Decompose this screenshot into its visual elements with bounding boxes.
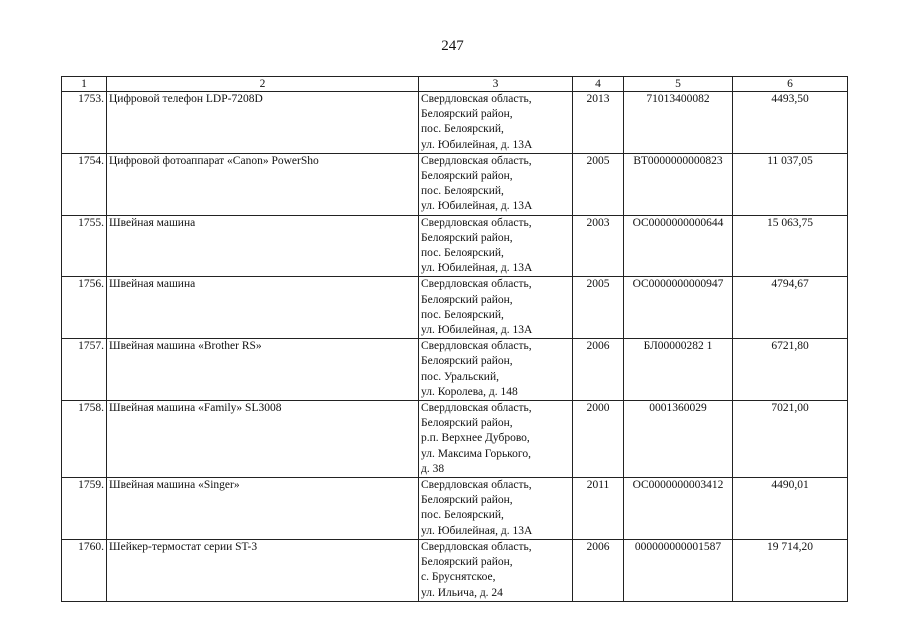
table-row xyxy=(62,215,848,277)
table-body xyxy=(62,92,848,602)
year-cell: 2005 xyxy=(573,277,624,339)
item-name-cell: Швейная машина «Singer» xyxy=(107,478,419,540)
table-row xyxy=(62,478,848,540)
address-line: Белоярский район, xyxy=(421,231,513,244)
address-line: пос. Белоярский, xyxy=(421,509,504,522)
year-cell: 2006 xyxy=(573,539,624,601)
table-row xyxy=(62,153,848,215)
address-cell xyxy=(419,539,573,601)
row-number-cell: 1754. xyxy=(62,153,107,215)
row-number-cell: 1756. xyxy=(62,277,107,339)
address-line: Белоярский район, xyxy=(421,417,513,430)
row-number-cell: 1760. xyxy=(62,539,107,601)
table-row xyxy=(62,339,848,401)
address-line: Белоярский район, xyxy=(421,556,513,569)
column-header: 1 xyxy=(62,77,107,92)
column-header: 3 xyxy=(419,77,573,92)
address-line: с. Бруснятское, xyxy=(421,571,496,584)
inventory-number-cell: ОС0000000003412 xyxy=(624,478,733,540)
address-cell xyxy=(419,277,573,339)
table-row xyxy=(62,92,848,154)
year-cell: 2013 xyxy=(573,92,624,154)
property-table xyxy=(61,76,848,602)
header-row xyxy=(62,77,848,92)
address-line: Свердловская область, xyxy=(421,340,532,353)
address-line: Свердловская область, xyxy=(421,278,532,291)
address-line: Свердловская область, xyxy=(421,479,532,492)
year-cell: 2011 xyxy=(573,478,624,540)
address-cell xyxy=(419,339,573,401)
address-line: Белоярский район, xyxy=(421,293,513,306)
inventory-number-cell: 0001360029 xyxy=(624,401,733,478)
address-line: д. 38 xyxy=(421,462,445,475)
address-line: Свердловская область, xyxy=(421,93,532,105)
item-name-cell: Швейная машина «Family» SL3008 xyxy=(107,401,419,478)
year-cell: 2006 xyxy=(573,339,624,401)
item-name-cell: Швейная машина xyxy=(107,277,419,339)
address-line: Белоярский район, xyxy=(421,494,513,507)
row-number-cell: 1757. xyxy=(62,339,107,401)
address-line: ул. Ильича, д. 24 xyxy=(421,586,503,599)
page-number: 247 xyxy=(441,38,464,54)
cost-cell: 11 037,05 xyxy=(733,153,848,215)
address-cell xyxy=(419,478,573,540)
cost-cell: 19 714,20 xyxy=(733,539,848,601)
table-row xyxy=(62,401,848,478)
address-cell xyxy=(419,401,573,478)
address-cell xyxy=(419,215,573,277)
inventory-number-cell: 71013400082 xyxy=(624,92,733,154)
address-line: ул. Юбилейная, д. 13А xyxy=(421,324,533,337)
address-line: Белоярский район, xyxy=(421,108,513,121)
item-name-cell: Цифровой телефон LDP-7208D xyxy=(107,92,419,154)
inventory-number-cell: ВТ0000000000823 xyxy=(624,153,733,215)
table-row xyxy=(62,539,848,601)
address-line: ул. Юбилейная, д. 13А xyxy=(421,262,533,275)
row-number-cell: 1753. xyxy=(62,92,107,154)
address-line: пос. Уральский, xyxy=(421,370,499,383)
row-number-cell: 1759. xyxy=(62,478,107,540)
table-row xyxy=(62,277,848,339)
column-header: 4 xyxy=(573,77,624,92)
row-number-cell: 1755. xyxy=(62,215,107,277)
address-line: Белоярский район, xyxy=(421,170,513,183)
inventory-number-cell: 000000000001587 xyxy=(624,539,733,601)
address-cell xyxy=(419,153,573,215)
address-line: Свердловская область, xyxy=(421,402,532,415)
cost-cell: 6721,80 xyxy=(733,339,848,401)
address-line: ул. Юбилейная, д. 13А xyxy=(421,138,533,151)
address-line: р.п. Верхнее Дуброво, xyxy=(421,432,530,445)
address-line: ул. Юбилейная, д. 13А xyxy=(421,200,533,213)
item-name-cell: Цифровой фотоаппарат «Canon» PowerSho xyxy=(107,153,419,215)
item-name-cell: Швейная машина «Brother RS» xyxy=(107,339,419,401)
item-name-cell: Шейкер-термостат серии ST-3 xyxy=(107,539,419,601)
address-line: ул. Королева, д. 148 xyxy=(421,385,518,398)
year-cell: 2003 xyxy=(573,215,624,277)
cost-cell: 4493,50 xyxy=(733,92,848,154)
cost-cell: 4490,01 xyxy=(733,478,848,540)
cost-cell: 15 063,75 xyxy=(733,215,848,277)
year-cell: 2000 xyxy=(573,401,624,478)
column-header: 2 xyxy=(107,77,419,92)
address-line: ул. Максима Горького, xyxy=(421,447,531,460)
inventory-number-cell: БЛ00000282 1 xyxy=(624,339,733,401)
inventory-number-cell: ОС0000000000947 xyxy=(624,277,733,339)
address-line: Белоярский район, xyxy=(421,355,513,368)
address-line: пос. Белоярский, xyxy=(421,123,504,136)
address-line: пос. Белоярский, xyxy=(421,247,504,260)
address-cell xyxy=(419,92,573,154)
year-cell: 2005 xyxy=(573,153,624,215)
address-line: пос. Белоярский, xyxy=(421,308,504,321)
address-line: пос. Белоярский, xyxy=(421,185,504,198)
address-line: Свердловская область, xyxy=(421,540,532,553)
address-line: Свердловская область, xyxy=(421,154,532,167)
item-name-cell: Швейная машина xyxy=(107,215,419,277)
column-header: 6 xyxy=(733,77,848,92)
cost-cell: 7021,00 xyxy=(733,401,848,478)
address-line: Свердловская область, xyxy=(421,216,532,229)
column-header: 5 xyxy=(624,77,733,92)
row-number-cell: 1758. xyxy=(62,401,107,478)
cost-cell: 4794,67 xyxy=(733,277,848,339)
address-line: ул. Юбилейная, д. 13А xyxy=(421,524,533,537)
inventory-number-cell: ОС0000000000644 xyxy=(624,215,733,277)
